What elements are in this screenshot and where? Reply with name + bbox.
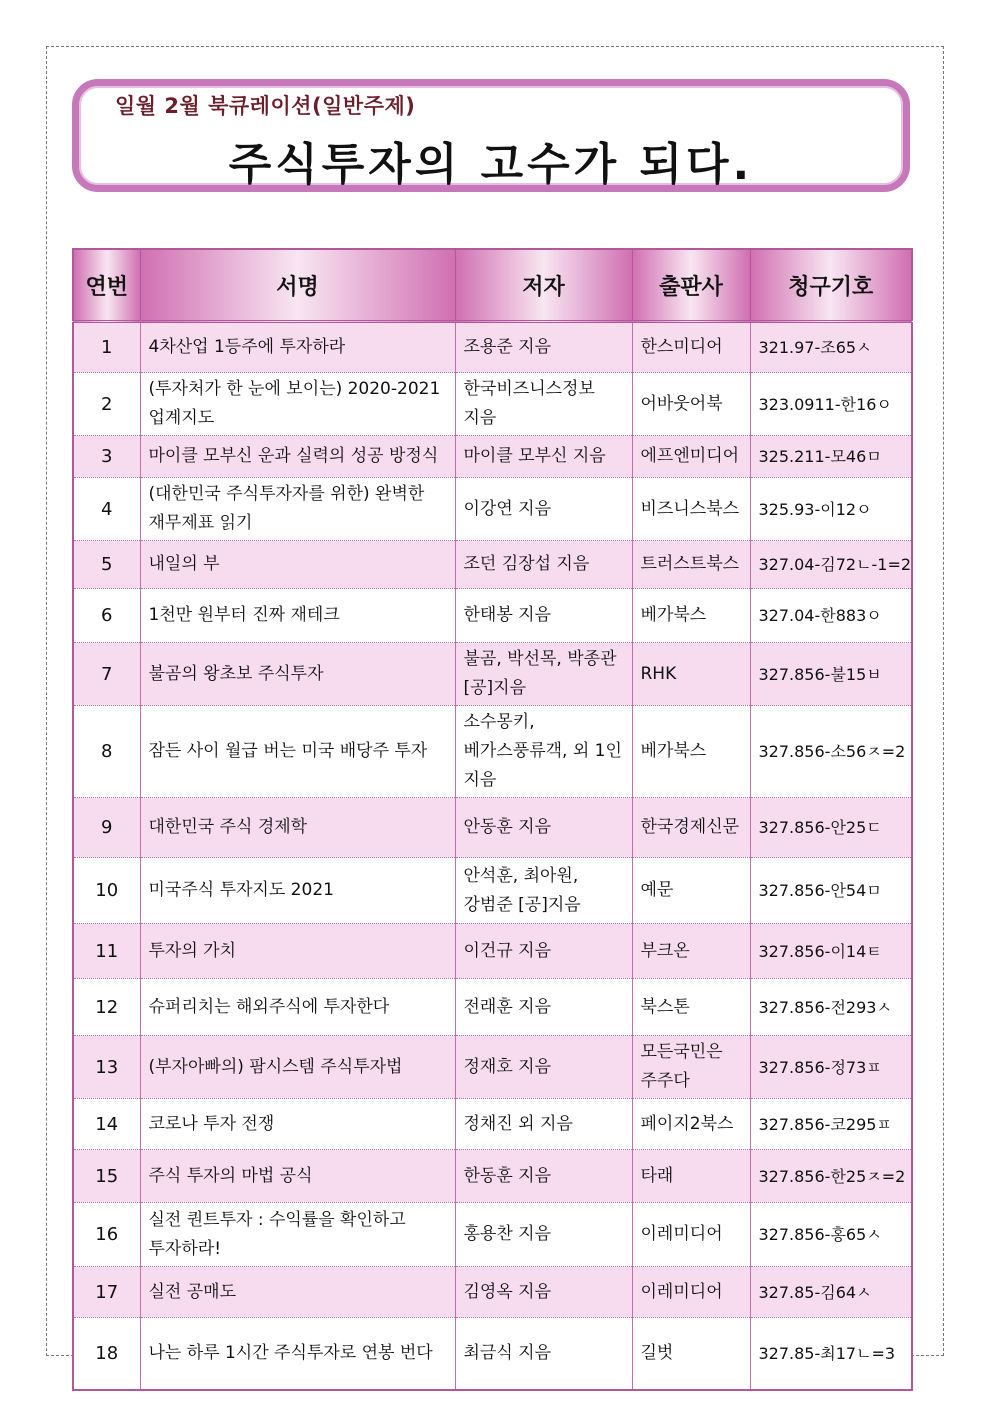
book-title: 나는 하루 1시간 주식투자로 연봉 번다 [140, 1318, 455, 1390]
book-author: 안동훈 지음 [455, 798, 632, 858]
table-row [73, 322, 912, 373]
book-title: 대한민국 주식 경제학 [140, 798, 455, 858]
book-publisher: 베가북스 [632, 706, 750, 798]
book-author: 홍용찬 지음 [455, 1203, 632, 1267]
book-call-number: 325.211-모46ㅁ [750, 436, 912, 478]
book-call-number: 327.856-이14ㅌ [750, 924, 912, 979]
column-header-number: 연번 [73, 249, 140, 322]
book-publisher: 예문 [632, 858, 750, 924]
book-number: 3 [73, 436, 140, 478]
book-title: 실전 공매도 [140, 1267, 455, 1318]
book-number: 1 [73, 322, 140, 373]
book-call-number: 323.0911-한16ㅇ [750, 373, 912, 436]
book-title: 실전 퀀트투자 : 수익률을 확인하고 투자하라! [140, 1203, 455, 1267]
book-number: 13 [73, 1036, 140, 1099]
table-row [73, 1036, 912, 1099]
book-call-number: 327.856-안54ㅁ [750, 858, 912, 924]
table-row [73, 1203, 912, 1267]
table-row [73, 924, 912, 979]
book-publisher: 이레미디어 [632, 1203, 750, 1267]
table-row [73, 478, 912, 541]
book-call-number: 327.856-정73ㅍ [750, 1036, 912, 1099]
book-call-number: 327.856-코295ㅍ [750, 1099, 912, 1150]
book-title: (부자아빠의) 팜시스템 주식투자법 [140, 1036, 455, 1099]
book-number: 4 [73, 478, 140, 541]
book-publisher: 이레미디어 [632, 1267, 750, 1318]
title-banner [72, 79, 910, 192]
book-author: 불곰, 박선목, 박종관 [공]지음 [455, 643, 632, 706]
book-author: 마이클 모부신 지음 [455, 436, 632, 478]
book-author: 조용준 지음 [455, 322, 632, 373]
book-publisher: 트러스트북스 [632, 541, 750, 589]
book-author: 한동훈 지음 [455, 1150, 632, 1203]
table-row [73, 798, 912, 858]
book-number: 14 [73, 1099, 140, 1150]
book-author: 정채진 외 지음 [455, 1099, 632, 1150]
book-publisher: 비즈니스북스 [632, 478, 750, 541]
book-author: 조던 김장섭 지음 [455, 541, 632, 589]
book-number: 17 [73, 1267, 140, 1318]
book-title: (투자처가 한 눈에 보이는) 2020-2021 업계지도 [140, 373, 455, 436]
book-call-number: 327.856-한25ㅈ=2 [750, 1150, 912, 1203]
book-publisher: 한국경제신문 [632, 798, 750, 858]
table-header-row [73, 249, 912, 322]
book-publisher: 타래 [632, 1150, 750, 1203]
book-title: 미국주식 투자지도 2021 [140, 858, 455, 924]
table-row [73, 979, 912, 1036]
book-author: 소수몽키, 베가스풍류객, 외 1인 지음 [455, 706, 632, 798]
book-number: 12 [73, 979, 140, 1036]
column-header-publisher: 출판사 [632, 249, 750, 322]
book-author: 정재호 지음 [455, 1036, 632, 1099]
table-row [73, 1318, 912, 1390]
table-row [73, 643, 912, 706]
book-publisher: 모든국민은 주주다 [632, 1036, 750, 1099]
book-number: 9 [73, 798, 140, 858]
table-row [73, 706, 912, 798]
book-author: 이건규 지음 [455, 924, 632, 979]
book-publisher: 페이지2북스 [632, 1099, 750, 1150]
book-publisher: 한스미디어 [632, 322, 750, 373]
table-row [73, 541, 912, 589]
book-publisher: 북스톤 [632, 979, 750, 1036]
book-author: 최금식 지음 [455, 1318, 632, 1390]
book-call-number: 327.856-불15ㅂ [750, 643, 912, 706]
book-list-table [72, 248, 913, 1391]
table-row [73, 1099, 912, 1150]
book-author: 김영옥 지음 [455, 1267, 632, 1318]
book-number: 18 [73, 1318, 140, 1390]
book-publisher: 부크온 [632, 924, 750, 979]
book-author: 한태봉 지음 [455, 589, 632, 643]
book-title: 주식 투자의 마법 공식 [140, 1150, 455, 1203]
book-call-number: 327.04-김72ㄴ-1=2 [750, 541, 912, 589]
book-author: 전래훈 지음 [455, 979, 632, 1036]
table-row [73, 858, 912, 924]
book-call-number: 327.856-소56ㅈ=2 [750, 706, 912, 798]
book-number: 11 [73, 924, 140, 979]
book-title: 슈퍼리치는 해외주식에 투자한다 [140, 979, 455, 1036]
book-call-number: 327.85-최17ㄴ=3 [750, 1318, 912, 1390]
book-author: 한국비즈니스정보 지음 [455, 373, 632, 436]
book-title: 4차산업 1등주에 투자하라 [140, 322, 455, 373]
book-publisher: 에프엔미디어 [632, 436, 750, 478]
book-title: 1천만 원부터 진짜 재테크 [140, 589, 455, 643]
column-header-author: 저자 [455, 249, 632, 322]
book-number: 8 [73, 706, 140, 798]
book-title: 투자의 가치 [140, 924, 455, 979]
book-author: 이강연 지음 [455, 478, 632, 541]
book-number: 10 [73, 858, 140, 924]
book-title: 불곰의 왕초보 주식투자 [140, 643, 455, 706]
book-author: 안석훈, 최아원, 강범준 [공]지음 [455, 858, 632, 924]
book-call-number: 327.04-한883ㅇ [750, 589, 912, 643]
book-publisher: 어바웃어북 [632, 373, 750, 436]
table-row [73, 373, 912, 436]
book-call-number: 321.97-조65ㅅ [750, 322, 912, 373]
book-number: 6 [73, 589, 140, 643]
column-header-call-number: 청구기호 [750, 249, 912, 322]
table-row [73, 436, 912, 478]
book-publisher: 길벗 [632, 1318, 750, 1390]
book-title: 코로나 투자 전쟁 [140, 1099, 455, 1150]
book-title: 잠든 사이 월급 버는 미국 배당주 투자 [140, 706, 455, 798]
book-call-number: 327.856-전293ㅅ [750, 979, 912, 1036]
book-publisher: 베가북스 [632, 589, 750, 643]
book-number: 2 [73, 373, 140, 436]
book-title: 내일의 부 [140, 541, 455, 589]
book-number: 16 [73, 1203, 140, 1267]
book-publisher: RHK [632, 643, 750, 706]
book-call-number: 327.856-홍65ㅅ [750, 1203, 912, 1267]
table-row [73, 589, 912, 643]
book-number: 7 [73, 643, 140, 706]
page-title: 주식투자의 고수가 되다. [228, 139, 754, 190]
book-title: 마이클 모부신 운과 실력의 성공 방정식 [140, 436, 455, 478]
book-number: 5 [73, 541, 140, 589]
column-header-title: 서명 [140, 249, 455, 322]
book-call-number: 327.856-안25ㄷ [750, 798, 912, 858]
table-row [73, 1267, 912, 1318]
book-title: (대한민국 주식투자자를 위한) 완벽한 재무제표 읽기 [140, 478, 455, 541]
book-number: 15 [73, 1150, 140, 1203]
curation-subtitle: 일월 2월 북큐레이션(일반주제) [115, 94, 416, 118]
table-row [73, 1150, 912, 1203]
book-call-number: 327.85-김64ㅅ [750, 1267, 912, 1318]
book-call-number: 325.93-이12ㅇ [750, 478, 912, 541]
